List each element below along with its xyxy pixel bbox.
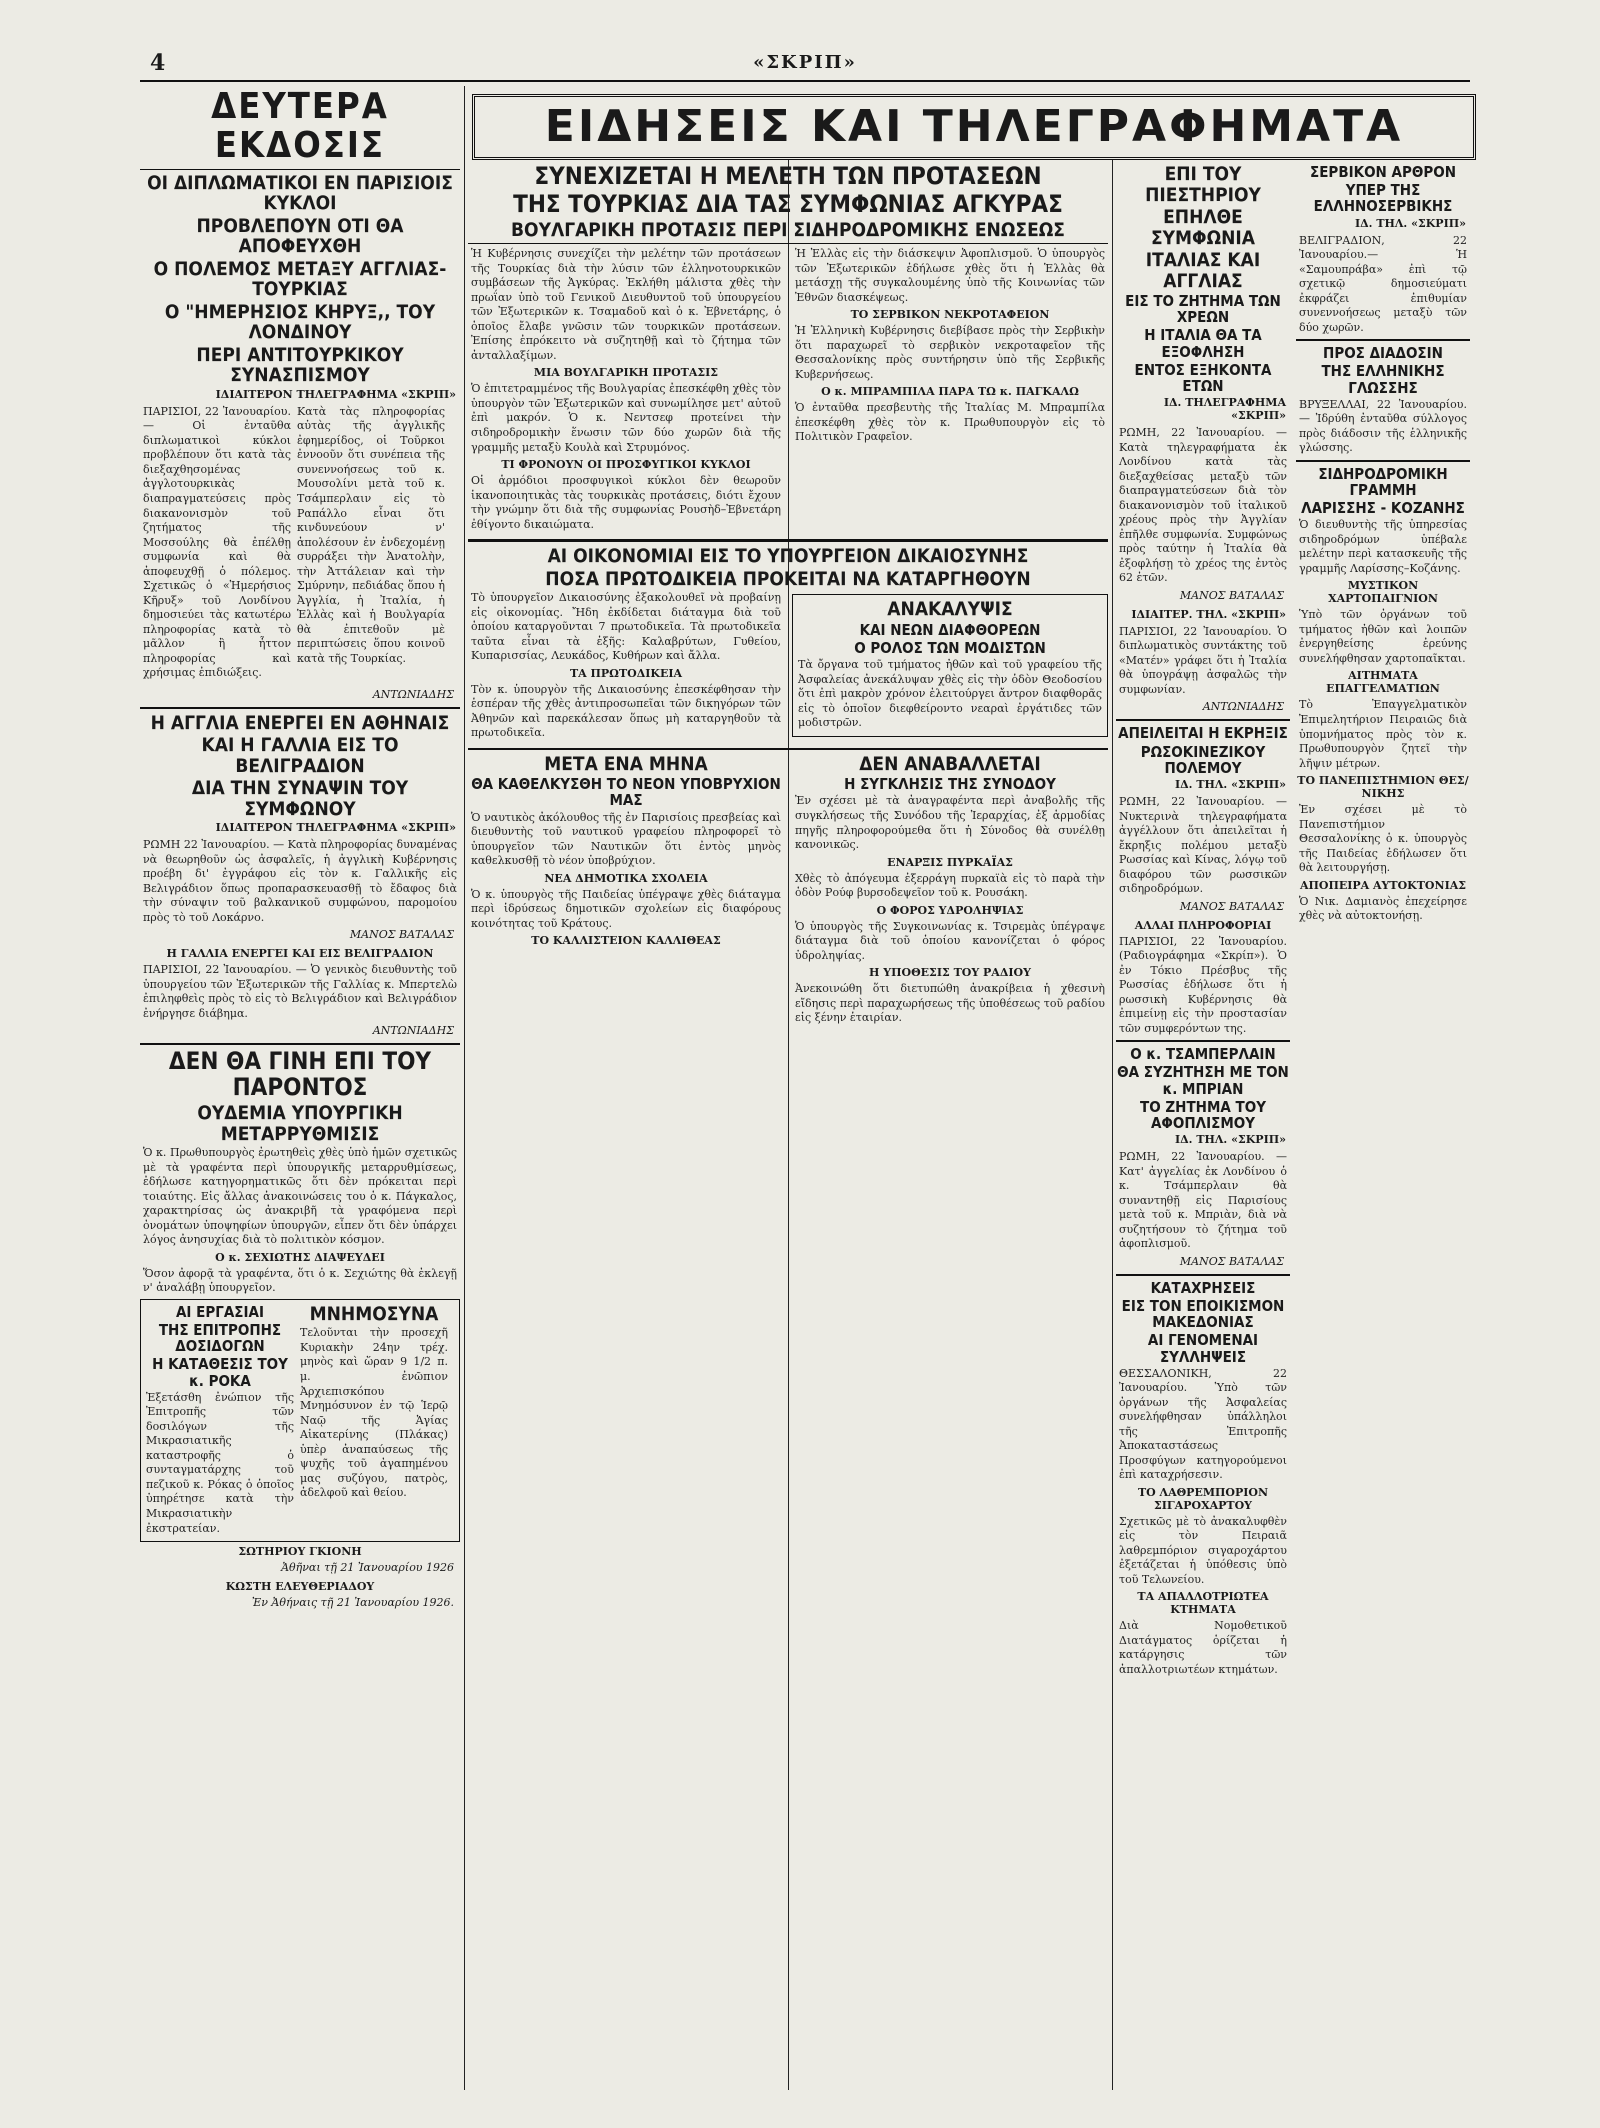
article-text: ΒΡΥΞΕΛΛΑΙ, 22 Ἰανουαρίου. — Ἱδρύθη ἐνταῦθα σύλλογος πρὸς διάδοσιν τῆς ἑλληνικῆς γλώσσης. [1299, 397, 1467, 455]
memorial-date: Ἀθῆναι τῇ 21 Ἰανουαρίου 1926 [281, 1561, 454, 1575]
subheading: Ο κ. ΜΠΡΑΜΠΙΛΑ ΠΑΡΑ ΤΩ κ. ΠΑΓΚΑΛΩ [821, 385, 1079, 399]
article-text: ΡΩΜΗ 22 Ἰανουαρίου. — Κατὰ πληροφορίας δυναμένας νὰ θεωρηθοῦν ὡς ἀσφαλεῖς, ἡ ἀγγλικὴ Κυβέρνησις προέβη δι' ἐγγράφου εἰς τὸν κ. Γαλλικῆς εἰς Βελιγράδιον ὅπως προπαρασκευασθῇ τὸ ἔδαφος διὰ τὴν σύναψιν τοῦ βαλκανικοῦ συμφώνου, παρομοίου πρὸς τὸ τοῦ Λοκάρνο. [143, 838, 457, 924]
headline-line: ΕΝΤΟΣ ΕΞΗΚΟΝΤΑ ΕΤΩΝ [1134, 360, 1272, 396]
headline-line: ΚΑΙ Η ΓΑΛΛΙΑ ΕΙΣ ΤΟ ΒΕΛΙΓΡΑΔΙΟΝ [201, 734, 399, 777]
memorial-name: ΚΩΣΤΗ ΕΛΕΥΘΕΡΙΑΔΟΥ [225, 1580, 375, 1594]
headline-line: ΙΤΑΛΙΑΣ ΚΑΙ ΑΓΓΛΙΑΣ [1145, 249, 1261, 292]
subheading: Η ΥΠΟΘΕΣΙΣ ΤΟΥ ΡΑΔΙΟΥ [869, 966, 1031, 980]
article-text: ΘΕΣΣΑΛΟΝΙΚΗ, 22 Ἰανουαρίου. Ὑπὸ τῶν ὀργάνων τῆς Ἀσφαλείας συνελήφθησαν ὑπάλληλοι τῆς Ἐπιτροπῆς Ἀποκαταστάσεως Προσφύγων κατηγορούμενοι ἐπὶ καταχρήσεσιν. [1119, 1366, 1287, 1482]
headline-line: Ο "ΗΜΕΡΗΣΙΟΣ ΚΗΡΥΞ,, ΤΟΥ ΛΟΝΔΙΝΟΥ [164, 300, 436, 344]
subheading: ΤΑ ΑΠΑΛΛΟΤΡΙΩΤΕΑ ΚΤΗΜΑΤΑ [1137, 1590, 1269, 1617]
headline-line: ΕΠΙ ΤΟΥ ΠΙΕΣΤΗΡΙΟΥ [1145, 163, 1261, 206]
headline-line: ΑΙ ΕΡΓΑΣΙΑΙ [175, 1302, 264, 1321]
headline-line: ΑΙ ΟΙΚΟΝΟΜΙΑΙ ΕΙΣ ΤΟ ΥΠΟΥΡΓΕΙΟΝ ΔΙΚΑΙΟΣΥΝΗΣ [547, 545, 1029, 568]
headline-line: ΘΑ ΣΥΖΗΤΗΣΗ ΜΕ ΤΟΝ κ. ΜΠΡΙΑΝ [1117, 1063, 1289, 1098]
article-text: Ἐξετάσθη ἐνώπιον τῆς Ἐπιτροπῆς τῶν δοσιλόγων τῆς Μικρασιατικῆς καταστροφῆς ὁ συνταγματάρχης τοῦ πεζικοῦ κ. Ρόκας ὁ ὁποῖος ὑπηρέτησε κατὰ τὴν Μικρασιατικὴν ἐκστρατείαν. [146, 1390, 294, 1535]
article-text: Ὁ Νικ. Δαμιανὸς ἐπεχείρησε χθὲς νὰ αὐτοκτονήσῃ. [1299, 894, 1467, 923]
byline: ΙΔ. ΤΗΛΕΓΡΑΦΗΜΑ «ΣΚΡΙΠ» [1163, 396, 1286, 423]
subheading: Η ΓΑΛΛΙΑ ΕΝΕΡΓΕΙ ΚΑΙ ΕΙΣ ΒΕΛΙΓΡΑΔΙΟΝ [166, 947, 434, 961]
article-text: Οἱ ἁρμόδιοι προσφυγικοὶ κύκλοι δὲν θεωροῦν ἱκανοποιητικὰς τὰς τουρκικὰς προτάσεις, διότι ἔχουν τὴν γνώμην ὅτι διὰ τῆς συμφωνίας Ρουσὴδ–Ἐβνετάρη ἐθίγοντο δικαιώματα. [471, 474, 781, 531]
article-text: ΠΑΡΙΣΙΟΙ, 22 Ἰανουαρίου. (Ραδιογράφημα «Σκρίπ»). Ὁ ἐν Τόκιο Πρέσβυς τῆς Ρωσσίας ἐδήλωσε ὅτι ἡ ρωσσικὴ Κυβέρνησις θὰ ἐπιμείνῃ εἰς τὴν προστασίαν τῶν συμφερόντων της. [1119, 934, 1287, 1035]
subheading: ΑΠΟΠΕΙΡΑ ΑΥΤΟΚΤΟΝΙΑΣ [1299, 878, 1467, 892]
headline-line: ΠΡΟΣ ΔΙΑΔΟΣΙΝ [1323, 344, 1443, 363]
article-text: Ἐν σχέσει μὲ τὰ ἀναγραφέντα περὶ ἀναβολῆς τῆς συγκλήσεως τῆς Συνόδου τῆς Ἱεραρχίας, ἐξ ἁρμοδίας πηγῆς πληροφορούμεθα ὅτι ἡ Σύνοδος θὰ συνέλθῃ κανονικῶς. [795, 794, 1105, 852]
subheading: ΤΟ ΛΑΘΡΕΜΠΟΡΙΟΝ ΣΙΓΑΡΟΧΑΡΤΟΥ [1137, 1485, 1269, 1512]
article-text: Τὸν κ. ὑπουργὸν τῆς Δικαιοσύνης ἐπεσκέφθησαν τὴν ἑσπέραν τῆς χθὲς ἀντιπροσωπεῖαι τῶν δικηγόρων τῶν Ἀθηνῶν καὶ παρεκάλεσαν ὅπως μὴ καταργηθοῦν τὰ πρωτοδικεῖα. [471, 682, 781, 740]
byline: ΙΔΙΑΙΤΕΡ. ΤΗΛ. «ΣΚΡΙΠ» [1131, 607, 1286, 621]
headline-line: ΑΠΕΙΛΕΙΤΑΙ Η ΕΚΡΗΞΙΣ [1118, 724, 1288, 743]
subheading: Ο κ. ΣΕΧΙΩΤΗΣ ΔΙΑΨΕΥΔΕΙ [215, 1250, 385, 1264]
headline-line: ΔΙΑ ΤΗΝ ΣΥΝΑΨΙΝ ΤΟΥ ΣΥΜΦΩΝΟΥ [191, 777, 409, 820]
article-text: ΠΑΡΙΣΙΟΙ, 22 Ἰανουαρίου.— Οἱ ἐνταῦθα διπλωματικοὶ κύκλοι προβλέπουν ὅτι κατὰ τὰς διεξαχθησομένας ἀγγλοτουρκικὰς διαπραγματεύσεις πρὸς διακανονισμὸν τοῦ ζητήματος τῆς Μοσσούλης θὰ ἐπέλθῃ συμφωνία καὶ θὰ ἀποφευχθῇ ὁ πόλεμος. Σχετικῶς ὁ «Ἡμερήσιος Κῆρυξ» τοῦ Λονδίνου δημοσιεύει τὰς κατωτέρω πληροφορίας κατὰ τὸ μᾶλλον ἢ ἧττον πληροφορίας καὶ χρήσιμας ἐπιδιώξεις. [143, 404, 291, 680]
article-text: Σχετικῶς μὲ τὸ ἀνακαλυφθὲν εἰς τὸν Πειραιᾶ λαθρεμπόριον σιγαροχάρτου ἐξετάζεται ἡ ὑπόθεσις ὑπὸ τοῦ Τελωνείου. [1119, 1514, 1287, 1586]
signature: ΑΝΤΩΝΙΑΔΗΣ [372, 687, 454, 701]
article-text: ΡΩΜΗ, 22 Ἰανουαρίου. — Κατὰ τηλεγραφήματα ἐκ Λονδίνου κατὰ τὰς διεξαχθείσας μεταξὺ τῶν διαπραγματεύσεων διὰ τὸν διακανονισμὸν τοῦ ἰταλικοῦ χρέους πρὸς τὴν Ἀγγλίαν ἐπῆλθε συμφωνία. Συμφώνως πρὸς ταύτην ἡ Ἰταλία θὰ ἐξοφλήσῃ τὸ χρέος της ἐντὸς 62 ἐτῶν. [1119, 426, 1287, 585]
byline: ΙΔ. ΤΗΛ. «ΣΚΡΙΠ» [1174, 1133, 1286, 1147]
signature: ΜΑΝΟΣ ΒΑΤΑΛΑΣ [349, 928, 454, 942]
article-text: Ὁ διευθυντὴς τῆς ὑπηρεσίας σιδηροδρόμων ὑπέβαλε μελέτην περὶ κατασκευῆς τῆς γραμμῆς Λαρίσσης–Κοζάνης. [1299, 518, 1467, 575]
byline: ΙΔ. ΤΗΛ. «ΣΚΡΙΠ» [1354, 216, 1466, 230]
subheading: ΝΕΑ ΔΗΜΟΤΙΚΑ ΣΧΟΛΕΙΑ [544, 871, 708, 885]
article-text: ΠΑΡΙΣΙΟΙ, 22 Ἰανουαρίου. — Ὁ γενικὸς διευθυντὴς τοῦ ὑπουργείου τῶν Ἐξωτερικῶν τῆς Γαλλίας κ. Μπερτελὼ ἐπιληφθεὶς πρὸς τὸ εἰς τὸ Βελιγράδιον καὶ Βελιγράδιον ἐνήργησε διάβημα. [143, 963, 457, 1020]
headline-line: ΤΗΣ ΕΛΛΗΝΙΚΗΣ ΓΛΩΣΣΗΣ [1321, 362, 1445, 397]
article-text: Τελοῦνται τὴν προσεχῆ Κυριακὴν 24ην τρέχ. μηνὸς καὶ ὥραν 9 1/2 π. μ. ἐνῶπιον Ἀρχιεπισκόπου Μνημόσυνον ἐν τῷ Ἱερῷ Ναῷ τῆς Ἁγίας Αἰκατερίνης (Πλάκας) ὑπὲρ ἀναπαύσεως τῆς ψυχῆς τοῦ ἀγαπημένου μας συζύγου, πατρὸς, ἀδελφοῦ καὶ θείου. [300, 1326, 448, 1500]
headline-line: ΕΙΣ ΤΟΝ ΕΠΟΙΚΙΣΜΟΝ ΜΑΚΕΔΟΝΙΑΣ [1121, 1296, 1285, 1332]
headline-line: Ο κ. ΤΣΑΜΠΕΡΛΑΙΝ [1130, 1045, 1276, 1064]
headline-line: ΛΑΡΙΣΣΗΣ - ΚΟΖΑΝΗΣ [1301, 499, 1465, 518]
headline-line: ΚΑΤΑΧΡΗΣΕΙΣ [1150, 1278, 1256, 1297]
article-text: ΒΕΛΙΓΡΑΔΙΟΝ, 22 Ἰανουαρίου.— Ἡ «Σαμουπράβα» ἐπὶ τῷ σχετικῷ δημοσιεύματι ἐκφράζει ἐπιθυμίαν συνεννοήσεως μεταξὺ τῶν δύο χωρῶν. [1299, 233, 1467, 334]
headline-line: ΘΑ ΚΑΘΕΛΚΥΣΘΗ ΤΟ ΝΕΟΝ ΥΠΟΒΡΥΧΙΟΝ ΜΑΣ [471, 775, 781, 810]
article-text: Τὰ ὄργανα τοῦ τμήματος ἠθῶν καὶ τοῦ γραφείου τῆς Ἀσφαλείας ἀνεκάλυψαν χθὲς εἰς τὴν ὁδὸν Θεοδοσίου ὅτι ἐπὶ μακρὸν χρόνον ἐλειτούργει ἄντρον διαφθορᾶς εἰς τὸ ὁποῖον διεφθείροντο νεαραὶ ἐργάτιδες τῶν μοδιστρῶν. [798, 658, 1102, 730]
headline-line: ΜΕΤΑ ΕΝΑ ΜΗΝΑ [544, 752, 708, 775]
article-text: Ὁ ὑπουργὸς τῆς Συγκοινωνίας κ. Τσιρεμὰς ὑπέγραψε διάταγμα διὰ τοῦ ὁποίου κανονίζεται ὁ φόρος ὑδροληψίας. [795, 919, 1105, 962]
article-text: Ὁ ἐπιτετραμμένος τῆς Βουλγαρίας ἐπεσκέφθη χθὲς τὸν ὑπουργὸν τῶν Ἐξωτερικῶν καὶ συνωμίλησε μετ' αὐτοῦ ἐπὶ μακρόν. Ὁ κ. Νεντσεφ προτείνει τὴν σιδηροδρομικὴν ἕνωσιν τῶν δύο χωρῶν διὰ τῆς γραμμῆς μεταξὺ Κουλὰ καὶ Στρυμόνος. [471, 382, 781, 454]
article-text: Ἡ Ἑλλὰς εἰς τὴν διάσκεψιν Ἀφοπλισμοῦ. Ὁ ὑπουργὸς τῶν Ἐξωτερικῶν ἐδήλωσε χθὲς ὅτι ἡ Ἑλλὰς θὰ μετάσχῃ τῆς συγκαλουμένης ὑπὸ τῆς Κοινωνίας τῶν Ἐθνῶν διασκέψεως. [795, 247, 1105, 304]
headline-line: ΔΕΝ ΘΑ ΓΙΝΗ ΕΠΙ ΤΟΥ ΠΑΡΟΝΤΟΣ [168, 1047, 432, 1102]
paper-name: «ΣΚΡΙΠ» [753, 52, 857, 73]
article-text: Διὰ Νομοθετικοῦ Διατάγματος ὁρίζεται ἡ κατάργησις τῶν ἀπαλλοτριωτέων κτημάτων. [1119, 1619, 1287, 1676]
newspaper-page [140, 50, 1470, 2090]
edition-title: ΔΕΥΤΕΡΑ ΕΚΔΟΣΙΣ [140, 88, 460, 170]
column-4 [1116, 162, 1470, 2090]
article-text: Χθὲς τὸ ἀπόγευμα ἐξερράγη πυρκαϊὰ εἰς τὸ παρὰ τὴν ὁδὸν Ρούφ βυρσοδεψεῖον τοῦ κ. Ρουσάκη. [795, 871, 1105, 900]
memorials-heading: ΜΝΗΜΟΣΥΝΑ [309, 1302, 439, 1325]
headline-line: ΒΟΥΛΓΑΡΙΚΗ ΠΡΟΤΑΣΙΣ ΠΕΡΙ ΣΙΔΗΡΟΔΡΟΜΙΚΗΣ ΕΝΩΣΕΩΣ [468, 220, 1108, 245]
subheading: ΤΙ ΦΡΟΝΟΥΝ ΟΙ ΠΡΟΣΦΥΓΙΚΟΙ ΚΥΚΛΟΙ [501, 458, 751, 472]
headline-line: Η ΙΤΑΛΙΑ ΘΑ ΤΑ ΕΞΟΦΛΗΣΗ [1144, 326, 1262, 361]
headline-line: ΠΕΡΙ ΑΝΤΙΤΟΥΡΚΙΚΟΥ ΣΥΝΑΣΠΙΣΜΟΥ [196, 343, 404, 387]
headline-line: ΤΟ ΖΗΤΗΜΑ ΤΟΥ ΑΦΟΠΛΙΣΜΟΥ [1140, 1097, 1266, 1132]
article-text: ΡΩΜΗ, 22 Ἰανουαρίου. — Νυκτερινὰ τηλεγραφήματα ἀγγέλλουν ὅτι ἀπειλεῖται ἡ ἔκρηξις πολέμου μεταξὺ Ρωσσίας καὶ Κίνας, λόγῳ τοῦ διαφόρου τῶν ρωσσικῶν σιδηροδρόμων. [1119, 795, 1287, 896]
headline-line: ΑΙ ΓΕΝΟΜΕΝΑΙ ΣΥΛΛΗΨΕΙΣ [1147, 1331, 1259, 1366]
subheading: ΕΝΑΡΞΙΣ ΠΥΡΚΑΪΑΣ [887, 855, 1013, 869]
headline-line: ΑΝΑΚΑΛΥΨΙΣ [887, 598, 1013, 621]
signature: ΑΝΤΩΝΙΑΔΗΣ [372, 1024, 454, 1038]
subheading: ΤΟ ΠΑΝΕΠΙΣΤΗΜΙΟΝ ΘΕΣ/ΝΙΚΗΣ [1297, 774, 1469, 801]
article-text: Ὁ ἐνταῦθα πρεσβευτὴς τῆς Ἰταλίας Μ. Μπραμπίλα ἐπεσκέφθη χθὲς τὸν κ. Πρωθυπουργὸν εἰς τὸ Πολιτικὸν Γραφεῖον. [795, 401, 1105, 444]
headline-line: ΕΙΣ ΤΟ ΖΗΤΗΜΑ ΤΩΝ ΧΡΕΩΝ [1125, 292, 1281, 327]
section-banner: ΕΙΔΗΣΕΙΣ ΚΑΙ ΤΗΛΕΓΡΑΦΗΜΑΤΑ [472, 94, 1476, 160]
headline-line: ΥΠΕΡ ΤΗΣ ΕΛΛΗΝΟΣΕΡΒΙΚΗΣ [1313, 181, 1453, 216]
byline: ΙΔΙΑΙΤΕΡΟΝ ΤΗΛΕΓΡΑΦΗΜΑ «ΣΚΡΙΠ» [215, 387, 456, 401]
headline-line: Ο ΠΟΛΕΜΟΣ ΜΕΤΑΞΥ ΑΓΓΛΙΑΣ-ΤΟΥΡΚΙΑΣ [153, 257, 447, 301]
signature: ΑΝΤΩΝΙΑΔΗΣ [1202, 700, 1284, 714]
article-text: Τὸ ὑπουργεῖον Δικαιοσύνης ἐξακολουθεῖ νὰ προβαίνῃ εἰς οἰκονομίας. Ἤδη ἐκδίδεται διάταγμα διὰ τοῦ ὁποίου καταργοῦνται 7 πρωτοδικεῖα. Τὰ πρωτοδικεῖα ταῦτα εἶναι τὰ ἑξῆς: Καλαβρύτων, Γυθείου, Κυπαρισσίας, Λευκάδος, Κυθήρων καὶ ἄλλα. [471, 591, 781, 663]
headline-line: Ο ΡΟΛΟΣ ΤΩΝ ΜΟΔΙΣΤΩΝ [854, 638, 1046, 657]
column-1 [140, 86, 460, 2090]
article-text: Ἀνεκοινώθη ὅτι διετυπώθη ἀνακρίβεια ἡ χθεσινὴ εἴδησις περὶ παραχωρήσεως τῆς ὑποθέσεως τοῦ ραδίου εἰς ξένην ἑταιρίαν. [795, 982, 1105, 1025]
article-text: Ἡ Κυβέρνησις συνεχίζει τὴν μελέτην τῶν προτάσεων τῆς Τουρκίας διὰ τὴν λύσιν τῶν ἑλληνοτουρκικῶν συμβάσεων τῆς Ἀγκύρας. Ἐκλήθη μάλιστα χθὲς τὴν πρωΐαν ὑπὸ τοῦ Γενικοῦ Διευθυντοῦ τοῦ ὑπουργείου τῶν Ἐξωτερικῶν κ. Τσαμαδοῦ καὶ ὁ κ. Ἐβνετάρης, ὁ ὁποῖος ἔλαβε γνῶσιν τῶν τουρκικῶν προτάσεων. Ἐπίσης ἐπρόκειτο νὰ συζητηθῇ καὶ τὸ ζήτημα τῶν ἀνταλλαξίμων. [471, 247, 781, 362]
article-text: Ὑπὸ τῶν ὀργάνων τοῦ τμήματος ἠθῶν καὶ λοιπῶν ἐνεργηθείσης ἐρεύνης συνελήφθησαν χαρτοπαῖκται. [1299, 608, 1467, 665]
headline-line: ΤΗΣ ΤΟΥΡΚΙΑΣ ΔΙΑ ΤΑΣ ΣΥΜΦΩΝΙΑΣ ΑΓΚΥΡΑΣ [513, 189, 1063, 218]
article-text: Κατὰ τὰς πληροφορίας αὐτὰς τῆς ἀγγλικῆς ἐφημερίδος, οἱ Τοῦρκοι ἐννοοῦν ὅτι συνέπεια τῆς συνεννοήσεως τοῦ κ. Μουσολίνι μετὰ τοῦ κ. Τσάμπερλαιν εἰς τὸ Ραπάλλο εἶναι ὅτι κινδυνεύουν ν' ἀπολέσουν ἐν ἐνδεχομένῃ συρράξει τὴν Ἀνατολὴν, τὴν Ἀττάλειαν καὶ τὴν Σμύρνην, πεδιάδας ὅπου ἡ Ἀγγλία, ἡ Ἰταλία, ἡ Ἑλλὰς καὶ ἡ Βουλγαρία θὰ ἐπιτεθοῦν μὲ περιπτώσεις ὅπου κοινοῦ κατὰ τῆς Τουρκίας. [297, 404, 445, 665]
subheading: ΤΟ ΣΕΡΒΙΚΟΝ ΝΕΚΡΟΤΑΦΕΙΟΝ [850, 308, 1050, 322]
signature: ΜΑΝΟΣ ΒΑΤΑΛΑΣ [1179, 899, 1284, 913]
signature: ΜΑΝΟΣ ΒΑΤΑΛΑΣ [1179, 1254, 1284, 1268]
article-text: Ὁ ναυτικὸς ἀκόλουθος τῆς ἐν Παρισίοις πρεσβείας καὶ διευθυντὴς τοῦ ναυτικοῦ γραφείου πληροφορεῖ τὸ ὑπουργεῖον τῶν Ναυτικῶν ὅτι ἐντὸς μηνὸς καθελκυσθῇ τὸ νέον ὑποβρύχιον. [471, 810, 781, 868]
subheading: ΑΙΤΗΜΑΤΑ ΕΠΑΓΓΕΛΜΑΤΙΩΝ [1326, 669, 1440, 696]
headline-line: ΣΙΔΗΡΟΔΡΟΜΙΚΗ ΓΡΑΜΜΗ [1318, 464, 1448, 499]
headline-line: Η ΣΥΓΚΛΗΣΙΣ ΤΗΣ ΣΥΝΟΔΟΥ [844, 775, 1056, 794]
memorial-name: ΣΩΤΗΡΙΟΥ ΓΚΙΟΝΗ [238, 1545, 362, 1559]
headline-line: ΠΡΟΒΛΕΠΟΥΝ ΟΤΙ ΘΑ ΑΠΟΦΕΥΧΘΗ [196, 214, 404, 258]
headline-line: Η ΚΑΤΑΘΕΣΙΣ ΤΟΥ κ. ΡΟΚΑ [152, 1355, 288, 1390]
headline-line: Η ΑΓΓΛΙΑ ΕΝΕΡΓΕΙ ΕΝ ΑΘΗΝΑΙΣ [150, 711, 450, 734]
article-text: Ἡ Ἑλληνικὴ Κυβέρνησις διεβίβασε πρὸς τὴν Σερβικὴν ὅτι παραχωρεῖ τὸ σερβικὸν νεκροταφεῖον τῆς Θεσσαλονίκης πρὸς συντήρησιν ὑπὸ τῆς Σερβικῆς Κυβερνήσεως. [795, 324, 1105, 381]
article-text: ΠΑΡΙΣΙΟΙ, 22 Ἰανουαρίου. Ὁ διπλωματικὸς συντάκτης τοῦ «Ματέν» γράφει ὅτι ἡ Ἰταλία θὰ ὑπογράψῃ ἀσφαλῶς τὴν συμφωνίαν. [1119, 624, 1287, 696]
subheading: ΤΑ ΠΡΩΤΟΔΙΚΕΙΑ [569, 666, 683, 680]
subheading: ΜΥΣΤΙΚΟΝ ΧΑΡΤΟΠΑΙΓΝΙΟΝ [1328, 579, 1438, 606]
memorial-date: Ἐν Ἀθήναις τῇ 21 Ἰανουαρίου 1926. [251, 1596, 454, 1610]
headline-line: ΚΑΙ ΝΕΩΝ ΔΙΑΦΘΟΡΕΩΝ [859, 620, 1041, 639]
headline-line: ΣΕΡΒΙΚΟΝ ΑΡΘΡΟΝ [1309, 163, 1456, 181]
page-number: 4 [150, 50, 166, 76]
masthead [140, 50, 1470, 82]
headline-line: ΡΩΣΟΚΙΝΕΖΙΚΟΥ ΠΟΛΕΜΟΥ [1140, 742, 1266, 777]
headline-line: ΣΥΝΕΧΙΖΕΤΑΙ Η ΜΕΛΕΤΗ ΤΩΝ ΠΡΟΤΑΣΕΩΝ [534, 162, 1042, 190]
subheading: ΤΟ ΚΑΛΛΙΣΤΕΙΟΝ ΚΑΛΛΙΘΕΑΣ [531, 934, 721, 948]
column-2-3 [468, 162, 1108, 2090]
subheading: Ο ΦΟΡΟΣ ΥΔΡΟΛΗΨΙΑΣ [876, 903, 1024, 917]
byline: ΙΔΙΑΙΤΕΡΟΝ ΤΗΛΕΓΡΑΦΗΜΑ «ΣΚΡΙΠ» [215, 821, 456, 835]
signature: ΜΑΝΟΣ ΒΑΤΑΛΑΣ [1179, 588, 1284, 602]
headline-line: ΕΠΗΛΘΕ ΣΥΜΦΩΝΙΑ [1150, 206, 1256, 249]
article-text: ΡΩΜΗ, 22 Ἰανουαρίου. — Κατ' ἀγγελίας ἐκ Λονδίνου ὁ κ. Τσάμπερλαιν θὰ συναντηθῇ εἰς Παρισίους μετὰ τοῦ κ. Μπριὰν, διὰ νὰ συζητήσουν τὸ ζήτημα τοῦ ἀφοπλισμοῦ. [1119, 1150, 1287, 1251]
article-text: Ἐν σχέσει μὲ τὸ Πανεπιστήμιον Θεσσαλονίκης ὁ κ. ὑπουργὸς τῆς Παιδείας ἐδήλωσεν ὅτι θὰ λειτουργήσῃ. [1299, 803, 1467, 875]
headline-line: ΔΕΝ ΑΝΑΒΑΛΛΕΤΑΙ [859, 752, 1041, 775]
column-rule [464, 86, 465, 2090]
headline-line: ΟΥΔΕΜΙΑ ΥΠΟΥΡΓΙΚΗ ΜΕΤΑΡΡΥΘΜΙΣΙΣ [197, 1102, 403, 1145]
headline-line: ΠΟΣΑ ΠΡΩΤΟΔΙΚΕΙΑ ΠΡΟΚΕΙΤΑΙ ΝΑ ΚΑΤΑΡΓΗΘΟΥΝ [545, 567, 1031, 590]
article-text: Ὁ κ. Πρωθυπουργὸς ἐρωτηθεὶς χθὲς ὑπὸ ἡμῶν σχετικῶς μὲ τὰ γραφέντα περὶ ὑπουργικῆς μεταρρυθμίσεως, ἐδήλωσε κατηγορηματικῶς ὅτι δὲν πρόκειται περὶ τοιαύτης. Εἰς ἄλλας ἀνακοινώσεις του ὁ κ. Πάγκαλος, χαρακτηρίσας ὡς ἀνακριβῆ τὰ γραφόμενα περὶ ὀνομάτων ὑποψηφίων ὑπουργῶν, εἶπεν ὅτι δὲν ὑπάρχει λόγος ἀνησυχίας διὰ τὸ πολιτικὸν κόσμον. [143, 1146, 457, 1247]
headline-line: ΤΗΣ ΕΠΙΤΡΟΠΗΣ ΔΟΣΙΔΟΓΩΝ [158, 1321, 282, 1356]
subheading: ΑΛΛΑΙ ΠΛΗΡΟΦΟΡΙΑΙ [1134, 918, 1272, 932]
column-rule [1112, 160, 1113, 2090]
article-text: Ὅσον ἀφορᾷ τὰ γραφέντα, ὅτι ὁ κ. Σεχιώτης θὰ ἐκλεγῇ ν' ἀναλάβῃ ὑπουργεῖον. [143, 1266, 457, 1295]
subheading: ΜΙΑ ΒΟΥΛΓΑΡΙΚΗ ΠΡΟΤΑΣΙΣ [533, 366, 719, 380]
article-text: Τὸ Ἐπαγγελματικὸν Ἐπιμελητήριον Πειραιῶς διὰ ὑπομνήματος πρὸς τὸν κ. Πρωθυπουργὸν ζητεῖ τὴν λῆψιν μέτρων. [1299, 698, 1467, 770]
headline-line: ΟΙ ΔΙΠΛΩΜΑΤΙΚΟΙ ΕΝ ΠΑΡΙΣΙΟΙΣ ΚΥΚΛΟΙ [147, 171, 453, 215]
article-text: Ὁ κ. ὑπουργὸς τῆς Παιδείας ὑπέγραψε χθὲς διάταγμα περὶ ἱδρύσεως δημοτικῶν σχολείων εἰς διαφόρους κοινότητας τοῦ Κράτους. [471, 887, 781, 930]
byline: ΙΔ. ΤΗΛ. «ΣΚΡΙΠ» [1174, 778, 1286, 792]
